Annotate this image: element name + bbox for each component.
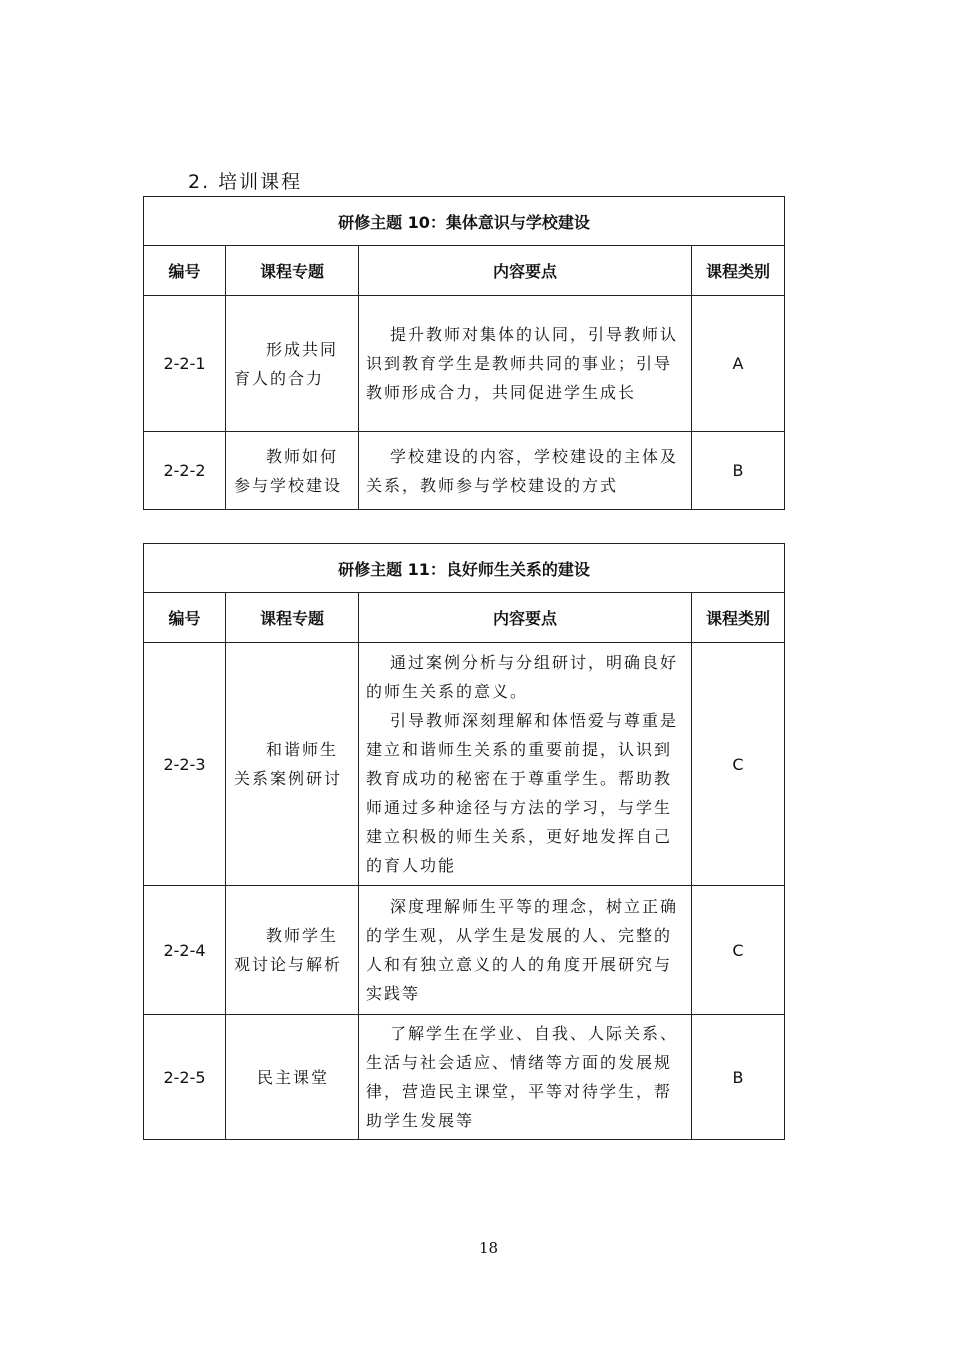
course-id: 2-2-5 bbox=[144, 1015, 226, 1140]
course-category: C bbox=[692, 643, 785, 886]
table-row bbox=[144, 886, 785, 1015]
header-id: 编号 bbox=[144, 593, 226, 643]
header-id: 编号 bbox=[144, 246, 226, 296]
course-content bbox=[359, 432, 692, 510]
content-paragraph: 学校建设的内容，学校建设的主体及关系，教师参与学校建设的方式 bbox=[366, 446, 679, 495]
page-number: 18 bbox=[478, 1239, 499, 1257]
content-paragraph: 通过案例分析与分组研讨，明确良好的师生关系的意义。 bbox=[366, 653, 679, 701]
theme-title: 研修主题 11：良好师生关系的建设 bbox=[144, 544, 785, 593]
course-topic: 教师如何参与学校建设 bbox=[226, 432, 359, 510]
course-id: 2-2-3 bbox=[144, 643, 226, 886]
table-row bbox=[144, 432, 785, 510]
content-paragraph: 深度理解师生平等的理念，树立正确的学生观，从学生是发展的人、完整的人和有独立意义的人的角度开展研究与实践等 bbox=[366, 897, 679, 1003]
content-paragraph: 了解学生在学业、自我、人际关系、生活与社会适应、情绪等方面的发展规律，营造民主课堂，平等对待学生，帮助学生发展等 bbox=[366, 1024, 679, 1130]
course-table-theme-11 bbox=[143, 543, 785, 1140]
content-paragraph: 提升教师对集体的认同，引导教师认识到教育学生是教师共同的事业；引导教师形成合力，共同促进学生成长 bbox=[366, 325, 679, 402]
content-paragraph: 引导教师深刻理解和体悟爱与尊重是建立和谐师生关系的重要前提，认识到教育成功的秘密在于尊重学生。帮助教师通过多种途径与方法的学习，与学生建立积极的师生关系，更好地发挥自己的育人功能 bbox=[366, 711, 679, 875]
course-id: 2-2-2 bbox=[144, 432, 226, 510]
course-topic: 民主课堂 bbox=[226, 1015, 359, 1140]
course-category: B bbox=[692, 1015, 785, 1140]
course-topic: 和谐师生关系案例研讨 bbox=[226, 643, 359, 886]
table-row bbox=[144, 296, 785, 432]
course-topic: 形成共同育人的合力 bbox=[226, 296, 359, 432]
course-category: A bbox=[692, 296, 785, 432]
header-category: 课程类别 bbox=[692, 593, 785, 643]
header-content: 内容要点 bbox=[359, 593, 692, 643]
course-content bbox=[359, 643, 692, 886]
course-category: C bbox=[692, 886, 785, 1015]
course-topic: 教师学生观讨论与解析 bbox=[226, 886, 359, 1015]
course-content bbox=[359, 886, 692, 1015]
course-table-theme-10 bbox=[143, 196, 785, 510]
theme-title: 研修主题 10：集体意识与学校建设 bbox=[144, 197, 785, 246]
course-category: B bbox=[692, 432, 785, 510]
header-category: 课程类别 bbox=[692, 246, 785, 296]
header-topic: 课程专题 bbox=[226, 246, 359, 296]
section-heading: 2. 培训课程 bbox=[188, 171, 303, 193]
course-id: 2-2-4 bbox=[144, 886, 226, 1015]
table-row bbox=[144, 643, 785, 886]
header-content: 内容要点 bbox=[359, 246, 692, 296]
course-content bbox=[359, 1015, 692, 1140]
course-content bbox=[359, 296, 692, 432]
table-row bbox=[144, 1015, 785, 1140]
course-id: 2-2-1 bbox=[144, 296, 226, 432]
header-topic: 课程专题 bbox=[226, 593, 359, 643]
